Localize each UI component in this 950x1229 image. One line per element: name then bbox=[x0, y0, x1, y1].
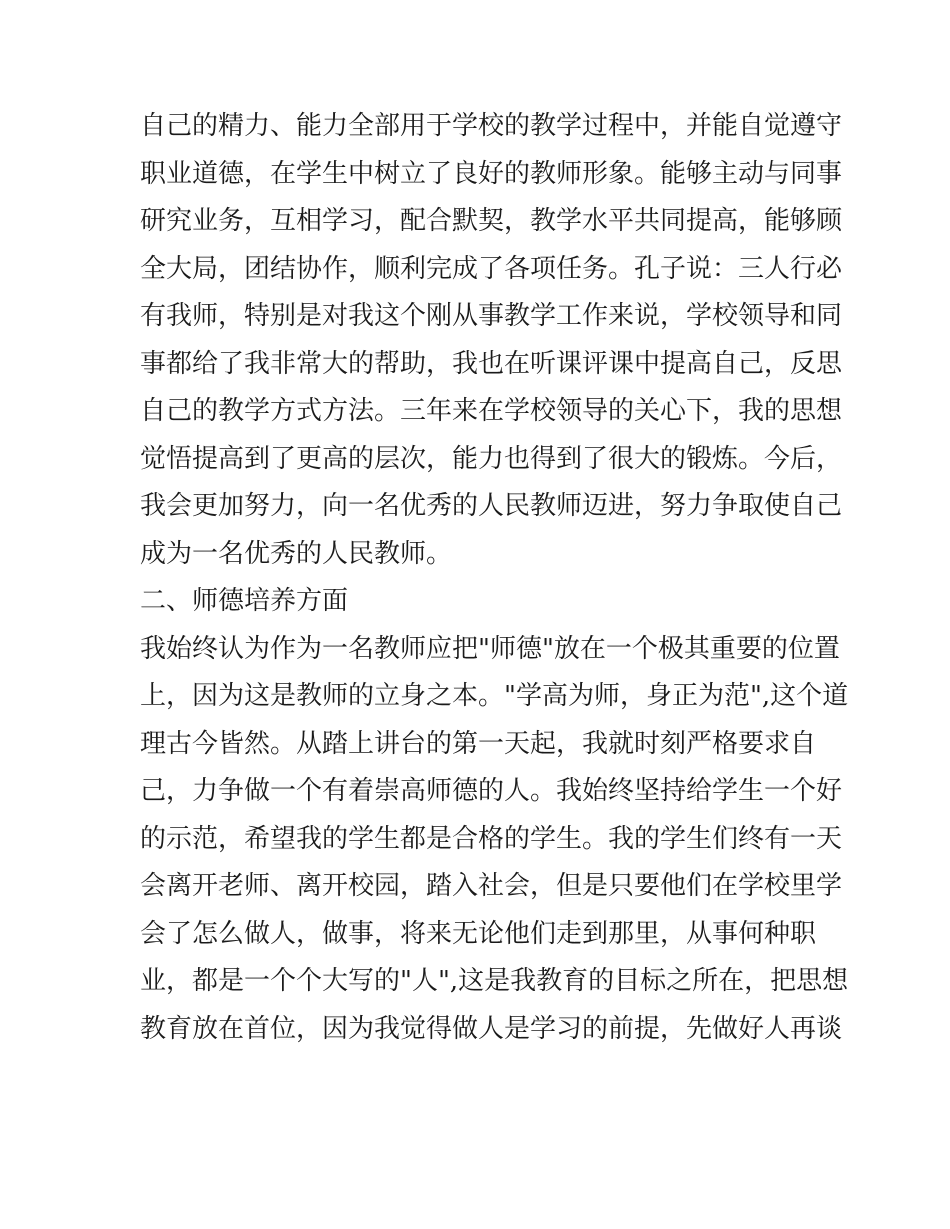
text-line: 成为一名优秀的人民教师。 bbox=[140, 538, 453, 569]
text-line: 会了怎么做人，做事，将来无论他们走到那里，从事何种职 bbox=[140, 918, 817, 949]
text-line: 自己的教学方式方法。三年来在学校领导的关心下，我的思想 bbox=[140, 396, 843, 426]
text-line: 理古今皆然。从踏上讲台的第一天起，我就时刻严格要求自 bbox=[140, 728, 817, 759]
text-line: 上，因为这是教师的立身之本。"学高为师，身正为范",这个道 bbox=[140, 681, 849, 711]
text-line: 教育放在首位，因为我觉得做人是学习的前提，先做好人再谈 bbox=[140, 1013, 843, 1044]
text-line: 自己的精力、能力全部用于学校的教学过程中，并能自觉遵守 bbox=[140, 111, 843, 141]
text-line: 职业道德，在学生中树立了良好的教师形象。能够主动与同事 bbox=[140, 158, 843, 189]
text-line: 的示范，希望我的学生都是合格的学生。我的学生们终有一天 bbox=[140, 823, 843, 854]
text-line: 觉悟提高到了更高的层次，能力也得到了很大的锻炼。今后， bbox=[140, 443, 843, 474]
text-line: 我始终认为作为一名教师应把"师德"放在一个极其重要的位置 bbox=[140, 633, 840, 664]
body-text bbox=[140, 103, 849, 1053]
text-line: 全大局，团结协作，顺利完成了各项任务。孔子说：三人行必 bbox=[140, 253, 843, 284]
text-line: 我会更加努力，向一名优秀的人民教师迈进，努力争取使自己 bbox=[140, 491, 843, 521]
text-line: 有我师，特别是对我这个刚从事教学工作来说，学校领导和同 bbox=[140, 301, 843, 331]
text-line: 研究业务，互相学习，配合默契，教学水平共同提高，能够顾 bbox=[140, 206, 843, 236]
text-line: 业，都是一个个大写的"人",这是我教育的目标之所在，把思想 bbox=[140, 966, 849, 996]
section-heading: 二、师德培养方面 bbox=[140, 586, 349, 616]
text-line: 会离开老师、离开校园，踏入社会，但是只要他们在学校里学 bbox=[140, 871, 843, 901]
text-line: 己，力争做一个有着崇高师德的人。我始终坚持给学生一个好 bbox=[140, 776, 843, 806]
text-line: 事都给了我非常大的帮助，我也在听课评课中提高自己，反思 bbox=[140, 348, 843, 379]
